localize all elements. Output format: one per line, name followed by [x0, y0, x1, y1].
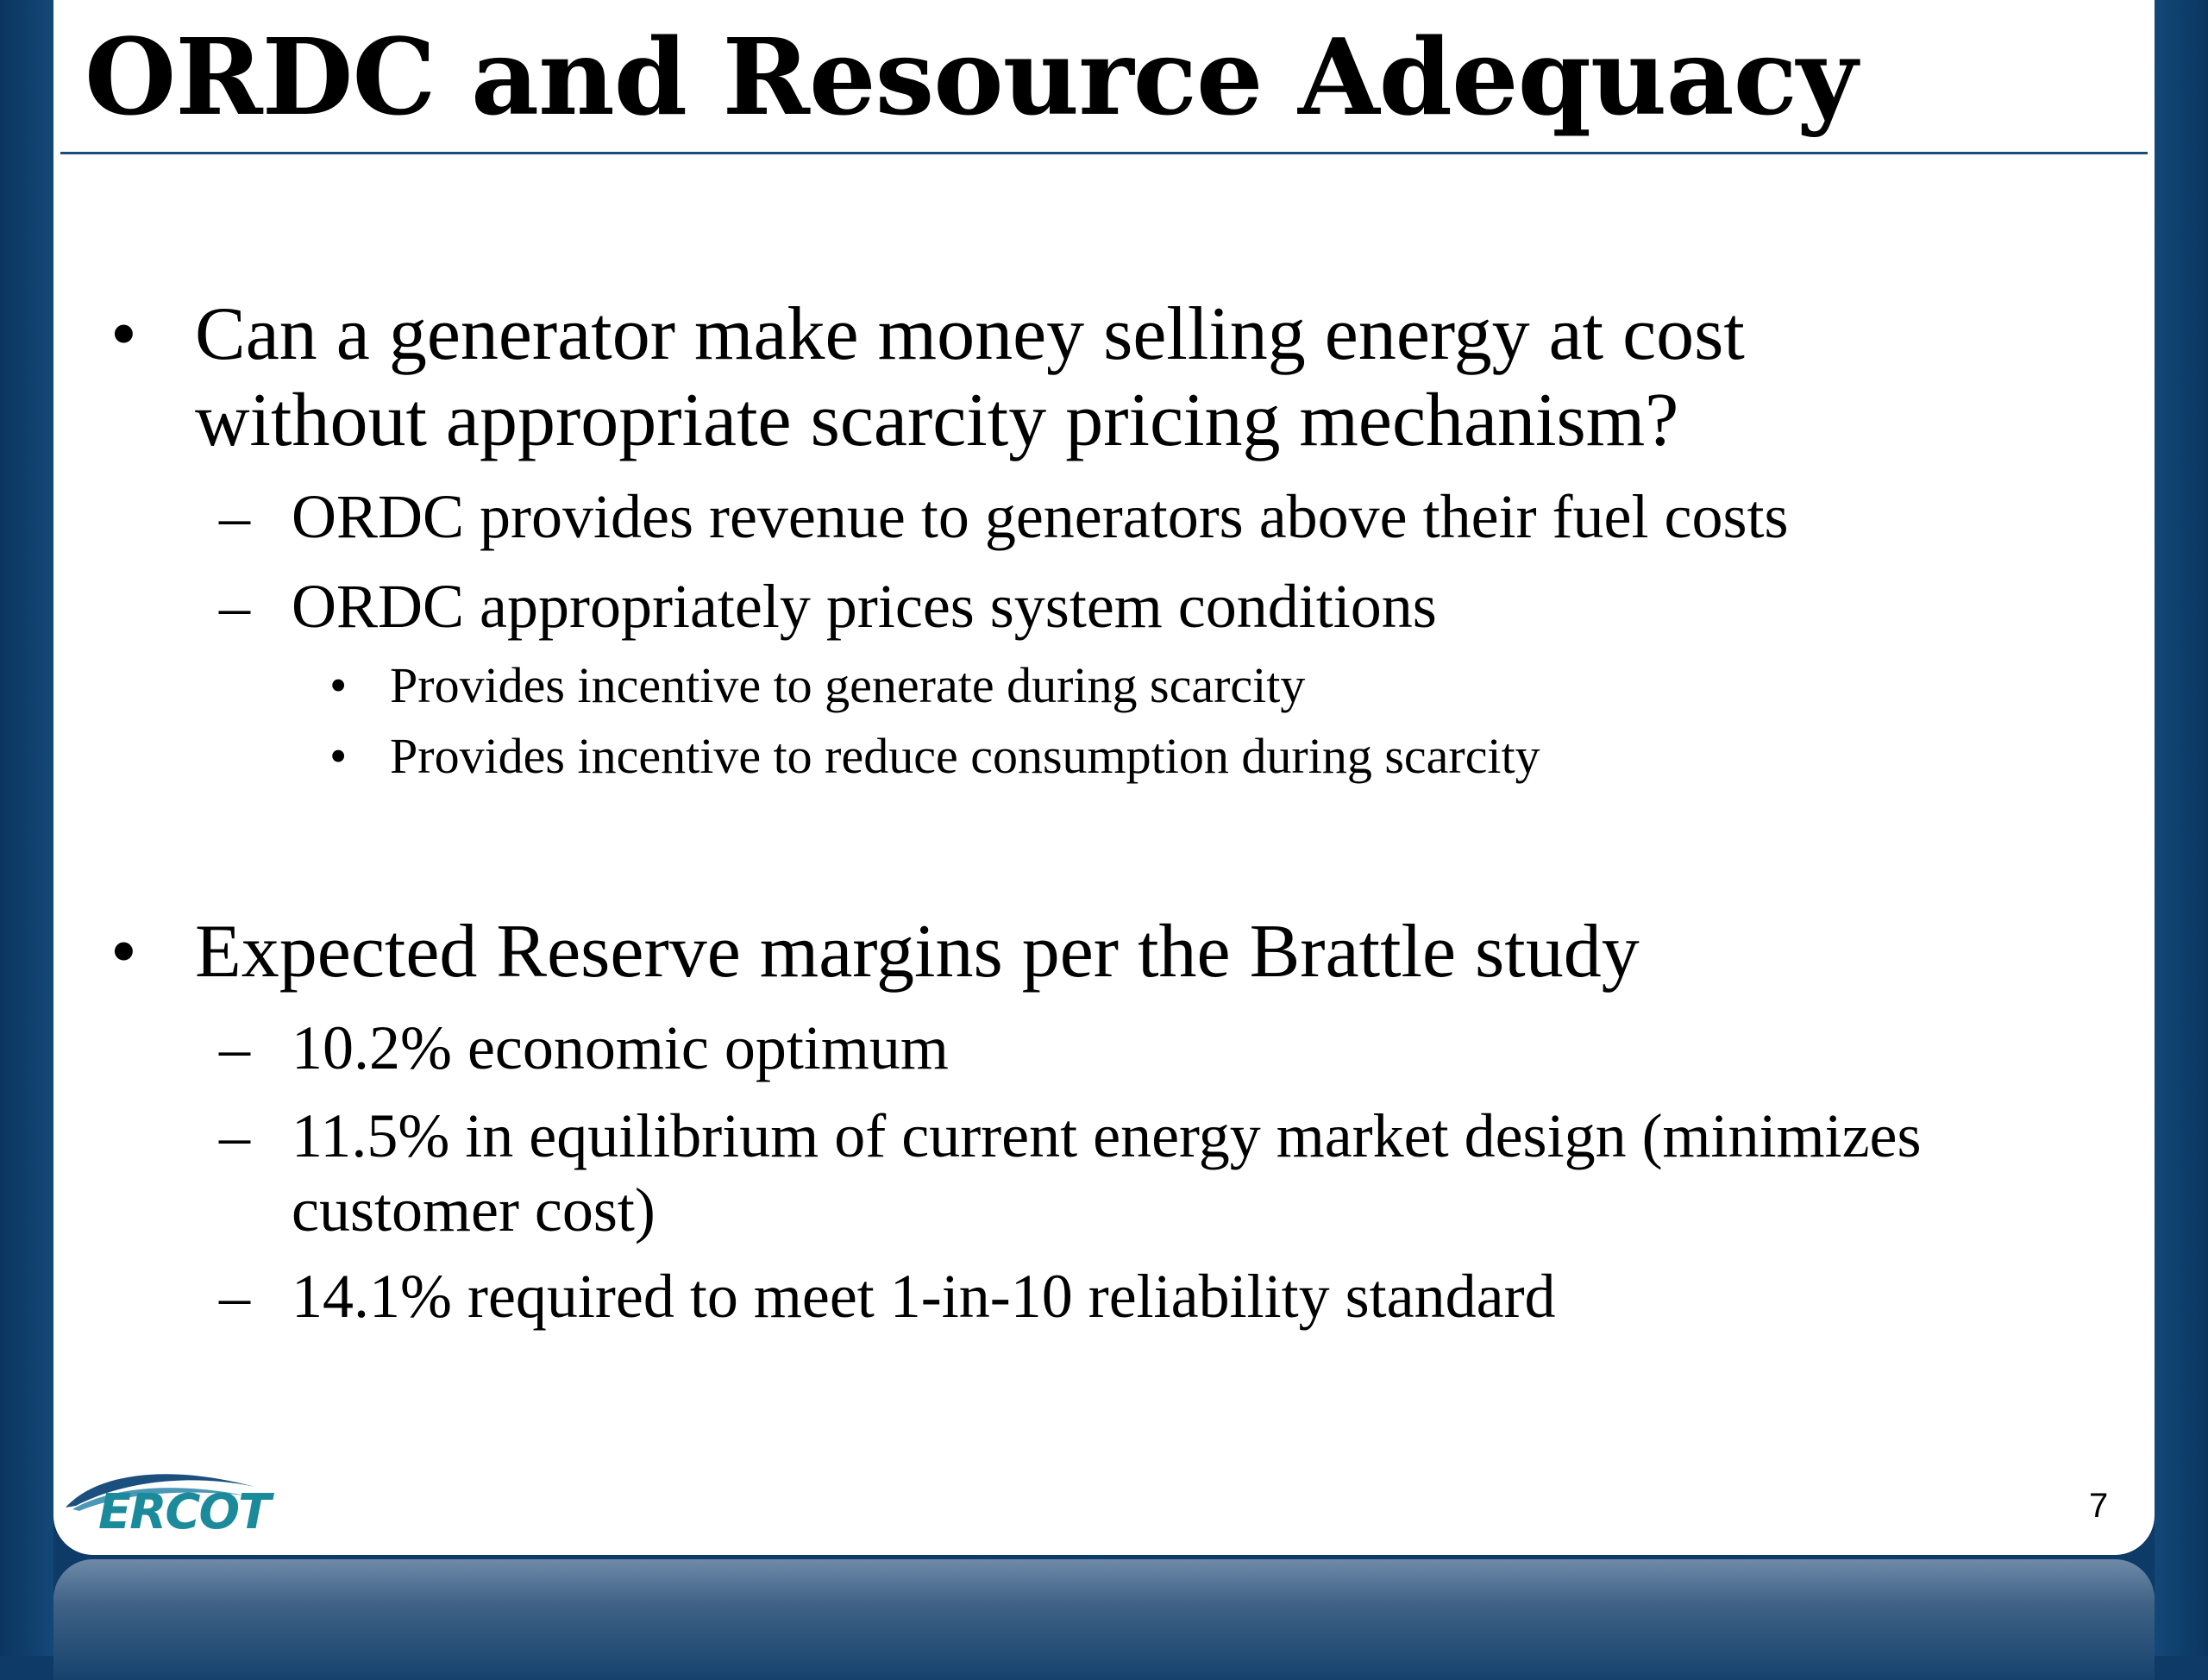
- dash-marker: –: [219, 1013, 250, 1082]
- dash-marker: –: [219, 482, 250, 551]
- bullet-marker: •: [110, 910, 137, 994]
- slide-title: ORDC and Resource Adequacy: [85, 15, 1857, 139]
- sub-sub-bullet-text: Provides incentive to generate during scarcity: [390, 657, 1306, 713]
- frame-left: [0, 0, 53, 1656]
- sub-bullet-text: 14.1% required to meet 1-in-10 reliability standard: [292, 1262, 1556, 1331]
- footer-bar: [53, 1559, 2155, 1680]
- dash-marker: –: [219, 1262, 250, 1331]
- bullet-text: without appropriate scarcity pricing mechanism?: [195, 379, 1679, 462]
- sub-bullet-text: 11.5% in equilibrium of current energy market design (minimizes: [292, 1101, 1922, 1170]
- ercot-logo: [60, 1456, 270, 1542]
- dash-marker: –: [219, 1101, 250, 1170]
- slide: [53, 0, 2155, 1555]
- sub-bullet-text: ORDC appropriately prices system conditions: [292, 572, 1437, 641]
- bullet-text: Can a generator make money selling energy at cost: [195, 292, 1745, 376]
- sub-sub-bullet-marker: •: [329, 728, 348, 784]
- bullet-text: Expected Reserve margins per the Brattle study: [195, 910, 1640, 994]
- page-number: 7: [2089, 1487, 2109, 1525]
- sub-bullet-text: customer cost): [292, 1175, 656, 1244]
- sub-sub-bullet-text: Provides incentive to reduce consumption during scarcity: [390, 728, 1540, 784]
- bullet-marker: •: [110, 292, 137, 376]
- slide-body: [53, 0, 2155, 1555]
- sub-bullet-text: 10.2% economic optimum: [292, 1013, 949, 1082]
- sub-bullet-text: ORDC provides revenue to generators above their fuel costs: [292, 482, 1789, 551]
- frame-right: [2155, 0, 2208, 1656]
- dash-marker: –: [219, 572, 250, 641]
- sub-sub-bullet-marker: •: [329, 657, 348, 713]
- logo-text: ERCOT: [98, 1484, 270, 1540]
